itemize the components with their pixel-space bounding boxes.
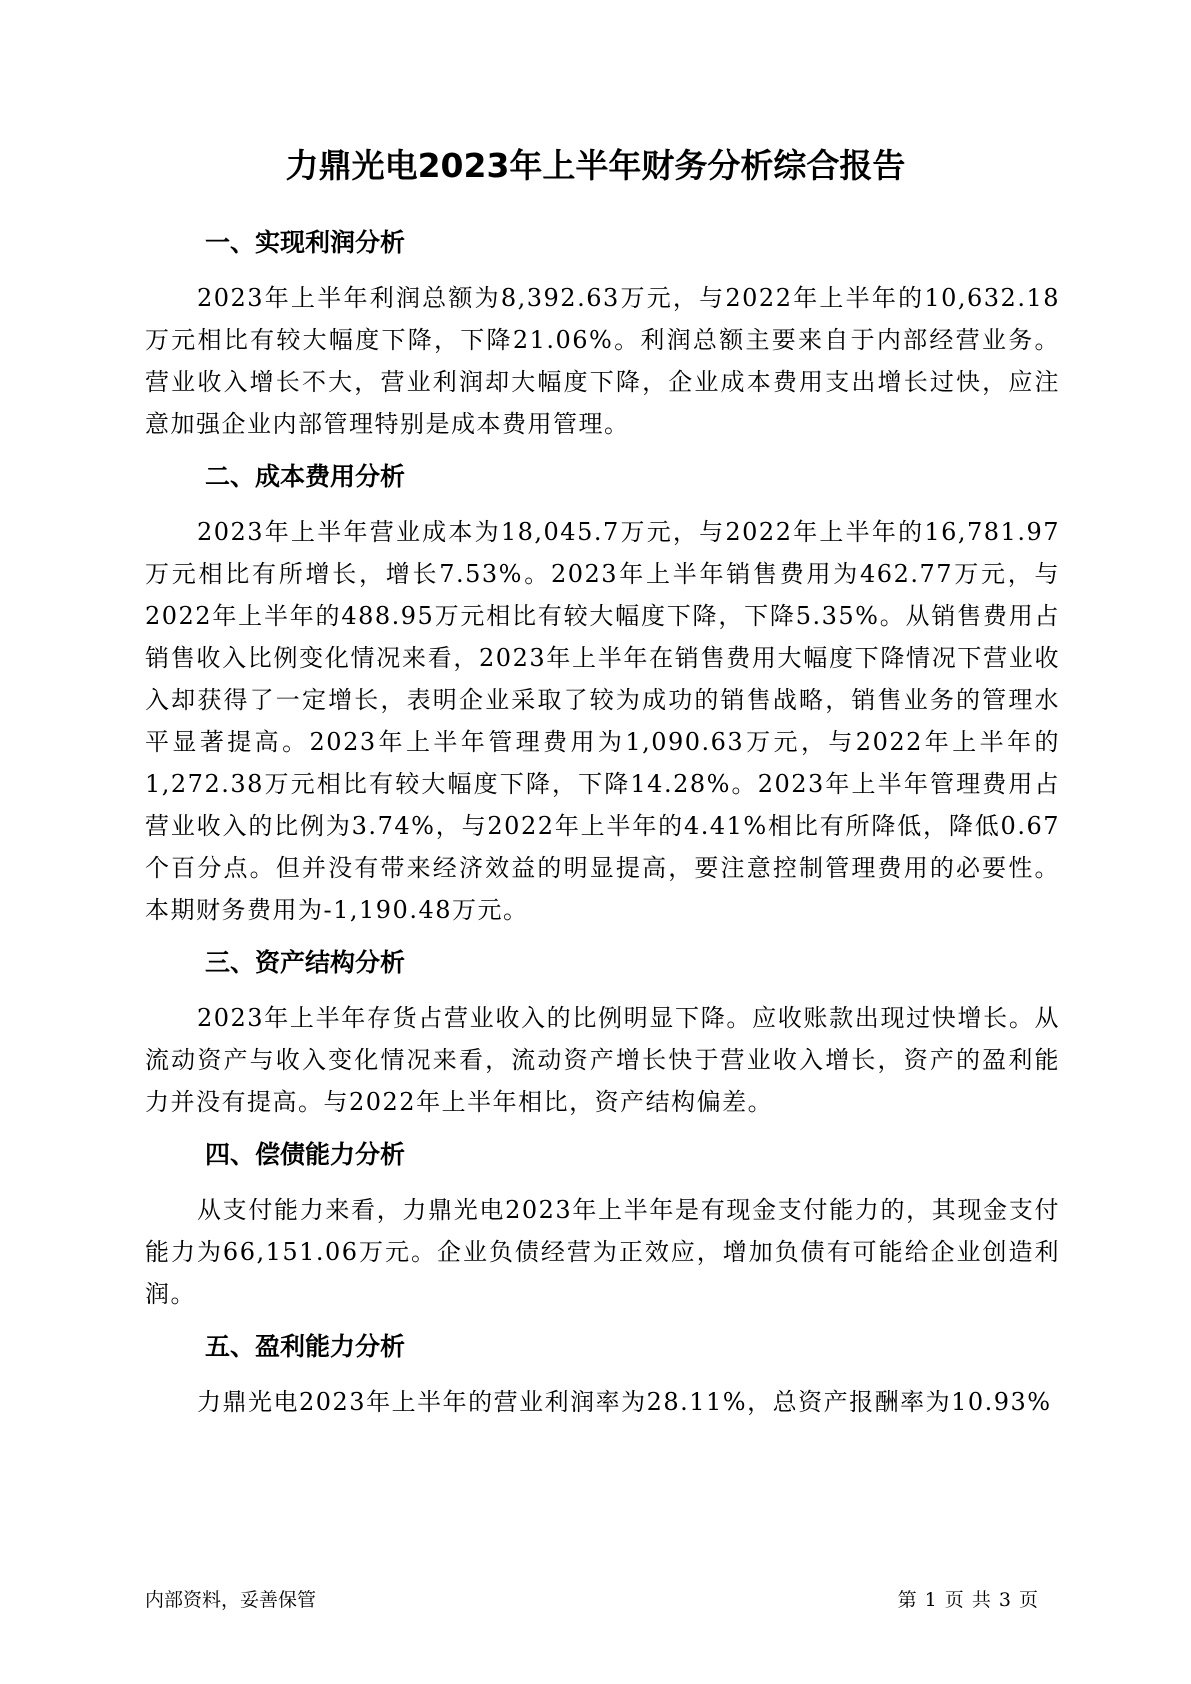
section-profitability-analysis [145,1327,1060,1423]
section-solvency-analysis [145,1135,1060,1315]
section-paragraph: 2023年上半年利润总额为8,392.63万元，与2022年上半年的10,632.18万元相比有较大幅度下降，下降21.06%。利润总额主要来自于内部经营业务。营业收入增长不大，营业利润却大幅度下降，企业成本费用支出增长过快，应注意加强企业内部管理特别是成本费用管理。 [145,284,1060,438]
section-heading: 一、实现利润分析 [205,228,406,257]
section-paragraph: 2023年上半年存货占营业收入的比例明显下降。应收账款出现过快增长。从流动资产与收入变化情况来看，流动资产增长快于营业收入增长，资产的盈利能力并没有提高。与2022年上半年相比，资产结构偏差。 [145,1004,1060,1116]
section-heading: 三、资产结构分析 [205,948,406,977]
section-paragraph: 从支付能力来看，力鼎光电2023年上半年是有现金支付能力的，其现金支付能力为66,151.06万元。企业负债经营为正效应，增加负债有可能给企业创造利润。 [145,1196,1060,1308]
section-heading: 二、成本费用分析 [205,462,406,491]
document-title: 力鼎光电2023年上半年财务分析综合报告 [285,146,906,185]
section-heading: 五、盈利能力分析 [205,1332,406,1361]
footer-page-number: 第 1 页 共 3 页 [897,1589,1039,1611]
section-heading: 四、偿债能力分析 [205,1140,406,1169]
section-profit-analysis [145,223,1060,445]
section-asset-structure-analysis [145,943,1060,1123]
section-paragraph: 力鼎光电2023年上半年的营业利润率为28.11%，总资产报酬率为10.93% [197,1388,1052,1416]
section-paragraph: 2023年上半年营业成本为18,045.7万元，与2022年上半年的16,781.97万元相比有所增长，增长7.53%。2023年上半年销售费用为462.77万元，与2022年上半年的488.95万元相比有较大幅度下降，下降5.35%。从销售费用占销售收入比例变化情况来看，2023年上半年在销售费用大幅度下降情况下营业收入却获得了一定增长，表明企业采取了较为成功的销售战略，销售业务的管理水平显著提高。2023年上半年管理费用为1,090.63万元，与2022年上半年的1,272.38万元相比有较大幅度下降，下降14.28%。2023年上半年管理费用占营业收入的比例为3.74%，与2022年上半年的4.41%相比有所降低，降低0.67个百分点。但并没有带来经济效益的明显提高，要注意控制管理费用的必要性。本期财务费用为-1,190.48万元。 [145,518,1060,924]
document-body [145,223,1060,1435]
section-cost-analysis [145,457,1060,931]
footer-confidential-note: 内部资料，妥善保管 [145,1589,317,1611]
